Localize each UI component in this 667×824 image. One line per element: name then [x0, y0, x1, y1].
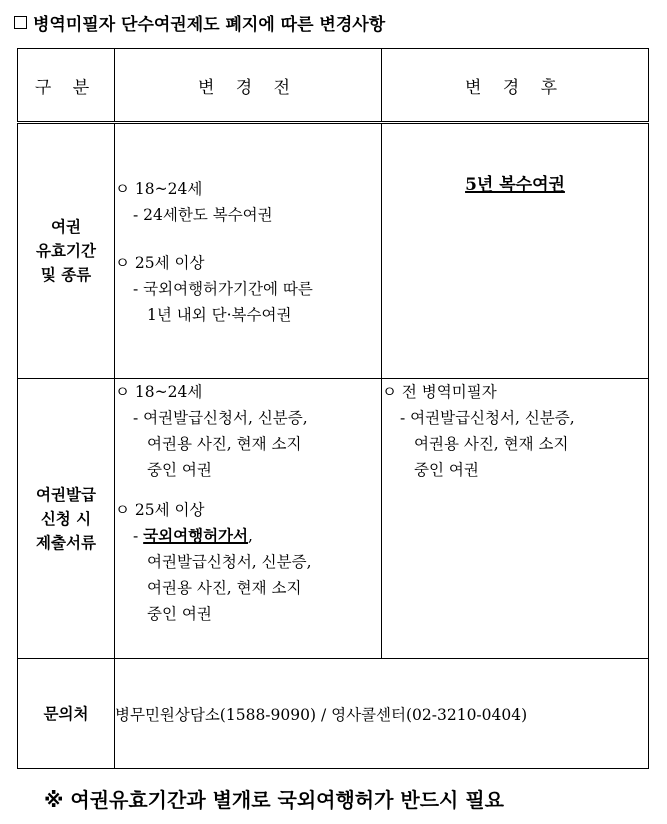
row-label-contact: 문의처	[18, 659, 115, 769]
group-title: ㅇ 25세 이상	[115, 501, 205, 519]
table-row-documents	[18, 379, 649, 659]
document-title	[14, 10, 385, 35]
before-documents-cell	[115, 379, 382, 659]
header-after: 변 경 후	[382, 49, 649, 123]
footnote: ※ 여권유효기간과 별개로 국외여행허가 반드시 필요	[44, 788, 504, 812]
list-item: 여권용 사진, 현재 소지	[147, 579, 302, 597]
change-table	[17, 48, 649, 769]
title-text: 병역미필자 단수여권제도 폐지에 따른 변경사항	[33, 15, 386, 35]
list-item-emphasis: - 국외여행허가서,	[133, 526, 253, 545]
list-item: - 24세한도 복수여권	[133, 206, 273, 224]
group-title: ㅇ 18~24세	[115, 383, 203, 401]
table-row-contact	[18, 659, 649, 769]
row-label-validity: 여권 유효기간 및 종류	[18, 123, 115, 379]
list-item: - 여권발급신청서, 신분증,	[400, 409, 575, 427]
table-row-validity	[18, 123, 649, 379]
header-before: 변 경 전	[115, 49, 382, 123]
row-label-documents: 여권발급 신청 시 제출서류	[18, 379, 115, 659]
list-item: 여권발급신청서, 신분증,	[147, 553, 312, 571]
group-title: ㅇ 전 병역미필자	[382, 383, 497, 401]
list-item: - 국외여행허가기간에 따른	[133, 280, 313, 298]
after-validity-cell	[382, 123, 649, 379]
contact-info: 병무민원상담소(1588-9090) / 영사콜센터(02-3210-0404)	[115, 659, 649, 769]
list-item: 1년 내외 단·복수여권	[147, 306, 292, 324]
list-item: 여권용 사진, 현재 소지	[147, 435, 302, 453]
list-item: 중인 여권	[147, 461, 212, 479]
after-documents-cell	[382, 379, 649, 659]
before-validity-cell	[115, 123, 382, 379]
list-item: 중인 여권	[147, 605, 212, 623]
after-headline: 5년 복수여권	[465, 175, 565, 195]
group-title: ㅇ 18~24세	[115, 180, 203, 198]
table-header-row	[18, 49, 649, 123]
list-item: - 여권발급신청서, 신분증,	[133, 409, 308, 427]
checkbox-square-icon	[14, 16, 27, 29]
list-item: 중인 여권	[414, 461, 479, 479]
group-title: ㅇ 25세 이상	[115, 254, 205, 272]
header-category: 구 분	[18, 49, 115, 123]
list-item: 여권용 사진, 현재 소지	[414, 435, 569, 453]
